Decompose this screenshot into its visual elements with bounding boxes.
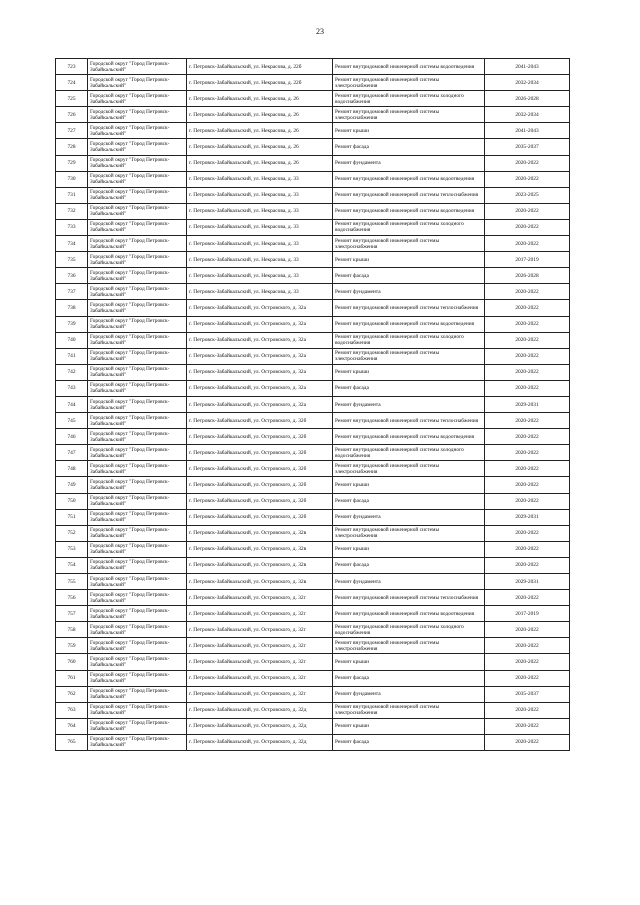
row-number-cell: 762 <box>56 686 88 702</box>
table-row <box>56 123 570 139</box>
row-number-cell: 746 <box>56 429 88 445</box>
period-cell: 2020-2022 <box>485 364 570 380</box>
municipality-cell: Городской округ "Город Петровск-Забайкальский" <box>88 622 187 638</box>
period-cell: 2020-2022 <box>485 541 570 557</box>
municipality-cell: Городской округ "Город Петровск-Забайкальский" <box>88 734 187 750</box>
address-cell: г. Петровск-Забайкальский, ул. Островского, д. 32а <box>187 380 333 396</box>
period-cell: 2041-2043 <box>485 123 570 139</box>
row-number-cell: 744 <box>56 396 88 412</box>
row-number-cell: 738 <box>56 300 88 316</box>
table-row <box>56 396 570 412</box>
row-number-cell: 740 <box>56 332 88 348</box>
table-row <box>56 187 570 203</box>
work-type-cell: Ремонт внутридомовой инженерной системы холодного водоснабжения <box>333 445 485 461</box>
row-number-cell: 765 <box>56 734 88 750</box>
municipality-cell: Городской округ "Город Петровск-Забайкальский" <box>88 702 187 718</box>
table-row <box>56 75 570 91</box>
row-number-cell: 741 <box>56 348 88 364</box>
table-row <box>56 332 570 348</box>
table-row <box>56 622 570 638</box>
period-cell: 2020-2022 <box>485 477 570 493</box>
period-cell: 2020-2022 <box>485 718 570 734</box>
table-row <box>56 509 570 525</box>
work-type-cell: Ремонт фундамента <box>333 574 485 590</box>
period-cell: 2029-2031 <box>485 574 570 590</box>
address-cell: г. Петровск-Забайкальский, ул. Островского, д. 32б <box>187 461 333 477</box>
municipality-cell: Городской округ "Город Петровск-Забайкальский" <box>88 268 187 284</box>
address-cell: г. Петровск-Забайкальский, ул. Некрасова, д. 22б <box>187 75 333 91</box>
municipality-cell: Городской округ "Город Петровск-Забайкальский" <box>88 123 187 139</box>
work-type-cell: Ремонт крыши <box>333 654 485 670</box>
address-cell: г. Петровск-Забайкальский, ул. Некрасова, д. 33 <box>187 203 333 219</box>
municipality-cell: Городской округ "Город Петровск-Забайкальский" <box>88 332 187 348</box>
period-cell: 2026-2028 <box>485 268 570 284</box>
work-type-cell: Ремонт внутридомовой инженерной системы холодного водоснабжения <box>333 219 485 235</box>
row-number-cell: 752 <box>56 525 88 541</box>
address-cell: г. Петровск-Забайкальский, ул. Некрасова, д. 26 <box>187 123 333 139</box>
address-cell: г. Петровск-Забайкальский, ул. Некрасова, д. 26 <box>187 107 333 123</box>
municipality-cell: Городской округ "Город Петровск-Забайкальский" <box>88 187 187 203</box>
address-cell: г. Петровск-Забайкальский, ул. Островского, д. 32г <box>187 606 333 622</box>
row-number-cell: 758 <box>56 622 88 638</box>
table-row <box>56 445 570 461</box>
period-cell: 2020-2022 <box>485 590 570 606</box>
municipality-cell: Городской округ "Город Петровск-Забайкальский" <box>88 574 187 590</box>
address-cell: г. Петровск-Забайкальский, ул. Некрасова, д. 33 <box>187 187 333 203</box>
address-cell: г. Петровск-Забайкальский, ул. Островского, д. 32б <box>187 429 333 445</box>
period-cell: 2029-2031 <box>485 396 570 412</box>
address-cell: г. Петровск-Забайкальский, ул. Островского, д. 32б <box>187 445 333 461</box>
period-cell: 2020-2022 <box>485 461 570 477</box>
municipality-cell: Городской округ "Город Петровск-Забайкальский" <box>88 252 187 268</box>
address-cell: г. Петровск-Забайкальский, ул. Островского, д. 32г <box>187 638 333 654</box>
municipality-cell: Городской округ "Город Петровск-Забайкальский" <box>88 300 187 316</box>
municipality-cell: Городской округ "Город Петровск-Забайкальский" <box>88 413 187 429</box>
municipality-cell: Городской округ "Город Петровск-Забайкальский" <box>88 493 187 509</box>
row-number-cell: 734 <box>56 236 88 252</box>
row-number-cell: 730 <box>56 171 88 187</box>
work-type-cell: Ремонт внутридомовой инженерной системы холодного водоснабжения <box>333 332 485 348</box>
work-type-cell: Ремонт внутридомовой инженерной системы теплоснабжения <box>333 300 485 316</box>
work-type-cell: Ремонт внутридомовой инженерной системы теплоснабжения <box>333 413 485 429</box>
row-number-cell: 727 <box>56 123 88 139</box>
municipality-cell: Городской округ "Город Петровск-Забайкальский" <box>88 75 187 91</box>
address-cell: г. Петровск-Забайкальский, ул. Некрасова, д. 33 <box>187 268 333 284</box>
address-cell: г. Петровск-Забайкальский, ул. Некрасова, д. 33 <box>187 252 333 268</box>
municipality-cell: Городской округ "Город Петровск-Забайкальский" <box>88 316 187 332</box>
table-row <box>56 155 570 171</box>
municipality-cell: Городской округ "Город Петровск-Забайкальский" <box>88 606 187 622</box>
table-row <box>56 638 570 654</box>
table-row <box>56 171 570 187</box>
table-row <box>56 734 570 750</box>
row-number-cell: 729 <box>56 155 88 171</box>
row-number-cell: 764 <box>56 718 88 734</box>
table-row <box>56 541 570 557</box>
work-type-cell: Ремонт внутридомовой инженерной системы водоотведения <box>333 606 485 622</box>
work-type-cell: Ремонт внутридомовой инженерной системы электроснабжения <box>333 525 485 541</box>
row-number-cell: 757 <box>56 606 88 622</box>
address-cell: г. Петровск-Забайкальский, ул. Островского, д. 32в <box>187 525 333 541</box>
period-cell: 2035-2037 <box>485 686 570 702</box>
address-cell: г. Петровск-Забайкальский, ул. Островского, д. 32б <box>187 477 333 493</box>
work-type-cell: Ремонт крыши <box>333 718 485 734</box>
work-type-cell: Ремонт внутридомовой инженерной системы холодного водоснабжения <box>333 91 485 107</box>
address-cell: г. Петровск-Забайкальский, ул. Островского, д. 32г <box>187 622 333 638</box>
table-row <box>56 236 570 252</box>
row-number-cell: 735 <box>56 252 88 268</box>
municipality-cell: Городской округ "Город Петровск-Забайкальский" <box>88 107 187 123</box>
period-cell: 2020-2022 <box>485 236 570 252</box>
period-cell: 2020-2022 <box>485 413 570 429</box>
row-number-cell: 763 <box>56 702 88 718</box>
address-cell: г. Петровск-Забайкальский, ул. Островского, д. 32в <box>187 541 333 557</box>
period-cell: 2020-2022 <box>485 654 570 670</box>
municipality-cell: Городской округ "Город Петровск-Забайкальский" <box>88 59 187 75</box>
row-number-cell: 737 <box>56 284 88 300</box>
work-type-cell: Ремонт крыши <box>333 364 485 380</box>
table-row <box>56 300 570 316</box>
period-cell: 2029-2031 <box>485 509 570 525</box>
row-number-cell: 754 <box>56 557 88 573</box>
work-type-cell: Ремонт внутридомовой инженерной системы водоотведения <box>333 203 485 219</box>
address-cell: г. Петровск-Забайкальский, ул. Островского, д. 32г <box>187 654 333 670</box>
municipality-cell: Городской округ "Город Петровск-Забайкальский" <box>88 348 187 364</box>
municipality-cell: Городской округ "Город Петровск-Забайкальский" <box>88 461 187 477</box>
work-type-cell: Ремонт внутридомовой инженерной системы электроснабжения <box>333 75 485 91</box>
row-number-cell: 748 <box>56 461 88 477</box>
table-row <box>56 718 570 734</box>
period-cell: 2035-2037 <box>485 139 570 155</box>
work-type-cell: Ремонт фасада <box>333 734 485 750</box>
address-cell: г. Петровск-Забайкальский, ул. Некрасова, д. 22б <box>187 59 333 75</box>
page-number: 23 <box>316 27 324 36</box>
work-type-cell: Ремонт фасада <box>333 380 485 396</box>
work-type-cell: Ремонт внутридомовой инженерной системы электроснабжения <box>333 236 485 252</box>
row-number-cell: 759 <box>56 638 88 654</box>
period-cell: 2020-2022 <box>485 734 570 750</box>
registry-table <box>55 58 570 751</box>
municipality-cell: Городской округ "Город Петровск-Забайкальский" <box>88 203 187 219</box>
row-number-cell: 756 <box>56 590 88 606</box>
work-type-cell: Ремонт фундамента <box>333 686 485 702</box>
row-number-cell: 723 <box>56 59 88 75</box>
address-cell: г. Петровск-Забайкальский, ул. Островского, д. 32в <box>187 574 333 590</box>
address-cell: г. Петровск-Забайкальский, ул. Островского, д. 32д <box>187 734 333 750</box>
address-cell: г. Петровск-Забайкальский, ул. Островского, д. 32а <box>187 396 333 412</box>
row-number-cell: 726 <box>56 107 88 123</box>
municipality-cell: Городской округ "Город Петровск-Забайкальский" <box>88 155 187 171</box>
table-row <box>56 525 570 541</box>
period-cell: 2020-2022 <box>485 380 570 396</box>
municipality-cell: Городской округ "Город Петровск-Забайкальский" <box>88 445 187 461</box>
period-cell: 2020-2022 <box>485 702 570 718</box>
row-number-cell: 745 <box>56 413 88 429</box>
address-cell: г. Петровск-Забайкальский, ул. Островского, д. 32а <box>187 364 333 380</box>
municipality-cell: Городской округ "Город Петровск-Забайкальский" <box>88 171 187 187</box>
row-number-cell: 749 <box>56 477 88 493</box>
table-row <box>56 493 570 509</box>
address-cell: г. Петровск-Забайкальский, ул. Островского, д. 32а <box>187 316 333 332</box>
municipality-cell: Городской округ "Город Петровск-Забайкальский" <box>88 364 187 380</box>
row-number-cell: 755 <box>56 574 88 590</box>
address-cell: г. Петровск-Забайкальский, ул. Островского, д. 32г <box>187 590 333 606</box>
period-cell: 2026-2028 <box>485 91 570 107</box>
row-number-cell: 736 <box>56 268 88 284</box>
municipality-cell: Городской округ "Город Петровск-Забайкальский" <box>88 236 187 252</box>
municipality-cell: Городской округ "Город Петровск-Забайкальский" <box>88 541 187 557</box>
table-row <box>56 686 570 702</box>
work-type-cell: Ремонт фундамента <box>333 396 485 412</box>
address-cell: г. Петровск-Забайкальский, ул. Некрасова, д. 26 <box>187 139 333 155</box>
table-row <box>56 380 570 396</box>
period-cell: 2020-2022 <box>485 348 570 364</box>
table-row <box>56 557 570 573</box>
table-row <box>56 348 570 364</box>
row-number-cell: 725 <box>56 91 88 107</box>
table-row <box>56 139 570 155</box>
address-cell: г. Петровск-Забайкальский, ул. Островского, д. 32г <box>187 670 333 686</box>
work-type-cell: Ремонт крыши <box>333 252 485 268</box>
row-number-cell: 751 <box>56 509 88 525</box>
address-cell: г. Петровск-Забайкальский, ул. Некрасова, д. 33 <box>187 171 333 187</box>
table-row <box>56 702 570 718</box>
row-number-cell: 742 <box>56 364 88 380</box>
work-type-cell: Ремонт внутридомовой инженерной системы электроснабжения <box>333 702 485 718</box>
period-cell: 2020-2022 <box>485 155 570 171</box>
table-row <box>56 654 570 670</box>
row-number-cell: 743 <box>56 380 88 396</box>
row-number-cell: 733 <box>56 219 88 235</box>
table-row <box>56 284 570 300</box>
work-type-cell: Ремонт фундамента <box>333 509 485 525</box>
row-number-cell: 739 <box>56 316 88 332</box>
work-type-cell: Ремонт крыши <box>333 477 485 493</box>
address-cell: г. Петровск-Забайкальский, ул. Островского, д. 32б <box>187 493 333 509</box>
work-type-cell: Ремонт внутридомовой инженерной системы водоотведения <box>333 429 485 445</box>
table-row <box>56 364 570 380</box>
work-type-cell: Ремонт крыши <box>333 123 485 139</box>
municipality-cell: Городской округ "Город Петровск-Забайкальский" <box>88 91 187 107</box>
address-cell: г. Петровск-Забайкальский, ул. Некрасова, д. 26 <box>187 91 333 107</box>
work-type-cell: Ремонт фасада <box>333 493 485 509</box>
period-cell: 2041-2043 <box>485 59 570 75</box>
work-type-cell: Ремонт внутридомовой инженерной системы электроснабжения <box>333 461 485 477</box>
table-row <box>56 413 570 429</box>
period-cell: 2020-2022 <box>485 557 570 573</box>
period-cell: 2020-2022 <box>485 219 570 235</box>
work-type-cell: Ремонт внутридомовой инженерной системы холодного водоснабжения <box>333 622 485 638</box>
address-cell: г. Петровск-Забайкальский, ул. Островского, д. 32в <box>187 557 333 573</box>
period-cell: 2017-2019 <box>485 252 570 268</box>
municipality-cell: Городской округ "Город Петровск-Забайкальский" <box>88 509 187 525</box>
work-type-cell: Ремонт внутридомовой инженерной системы теплоснабжения <box>333 590 485 606</box>
work-type-cell: Ремонт внутридомовой инженерной системы теплоснабжения <box>333 187 485 203</box>
municipality-cell: Городской округ "Город Петровск-Забайкальский" <box>88 718 187 734</box>
address-cell: г. Петровск-Забайкальский, ул. Некрасова, д. 26 <box>187 155 333 171</box>
table-row <box>56 477 570 493</box>
address-cell: г. Петровск-Забайкальский, ул. Островского, д. 32а <box>187 300 333 316</box>
row-number-cell: 728 <box>56 139 88 155</box>
address-cell: г. Петровск-Забайкальский, ул. Островского, д. 32д <box>187 718 333 734</box>
work-type-cell: Ремонт внутридомовой инженерной системы водоотведения <box>333 316 485 332</box>
municipality-cell: Городской округ "Город Петровск-Забайкальский" <box>88 557 187 573</box>
address-cell: г. Петровск-Забайкальский, ул. Островского, д. 32д <box>187 702 333 718</box>
work-type-cell: Ремонт фасада <box>333 557 485 573</box>
municipality-cell: Городской округ "Город Петровск-Забайкальский" <box>88 638 187 654</box>
work-type-cell: Ремонт фундамента <box>333 155 485 171</box>
period-cell: 2032-2034 <box>485 107 570 123</box>
period-cell: 2020-2022 <box>485 316 570 332</box>
work-type-cell: Ремонт внутридомовой инженерной системы водоотведения <box>333 59 485 75</box>
address-cell: г. Петровск-Забайкальский, ул. Некрасова, д. 33 <box>187 219 333 235</box>
period-cell: 2020-2022 <box>485 332 570 348</box>
registry-table-body <box>56 59 570 751</box>
table-row <box>56 268 570 284</box>
table-row <box>56 429 570 445</box>
municipality-cell: Городской округ "Город Петровск-Забайкальский" <box>88 284 187 300</box>
address-cell: г. Петровск-Забайкальский, ул. Островского, д. 32а <box>187 348 333 364</box>
period-cell: 2020-2022 <box>485 670 570 686</box>
table-row <box>56 203 570 219</box>
period-cell: 2020-2022 <box>485 203 570 219</box>
period-cell: 2020-2022 <box>485 171 570 187</box>
work-type-cell: Ремонт крыши <box>333 541 485 557</box>
row-number-cell: 747 <box>56 445 88 461</box>
address-cell: г. Петровск-Забайкальский, ул. Островского, д. 32б <box>187 413 333 429</box>
work-type-cell: Ремонт внутридомовой инженерной системы электроснабжения <box>333 638 485 654</box>
period-cell: 2020-2022 <box>485 429 570 445</box>
period-cell: 2020-2022 <box>485 525 570 541</box>
period-cell: 2020-2022 <box>485 445 570 461</box>
work-type-cell: Ремонт фасада <box>333 268 485 284</box>
municipality-cell: Городской округ "Город Петровск-Забайкальский" <box>88 477 187 493</box>
municipality-cell: Городской округ "Город Петровск-Забайкальский" <box>88 380 187 396</box>
work-type-cell: Ремонт внутридомовой инженерной системы электроснабжения <box>333 107 485 123</box>
table-row <box>56 252 570 268</box>
table-row <box>56 316 570 332</box>
period-cell: 2017-2019 <box>485 606 570 622</box>
table-row <box>56 606 570 622</box>
municipality-cell: Городской округ "Город Петровск-Забайкальский" <box>88 686 187 702</box>
work-type-cell: Ремонт фасада <box>333 670 485 686</box>
municipality-cell: Городской округ "Город Петровск-Забайкальский" <box>88 139 187 155</box>
row-number-cell: 760 <box>56 654 88 670</box>
address-cell: г. Петровск-Забайкальский, ул. Островского, д. 32б <box>187 509 333 525</box>
period-cell: 2020-2022 <box>485 493 570 509</box>
municipality-cell: Городской округ "Город Петровск-Забайкальский" <box>88 219 187 235</box>
work-type-cell: Ремонт фасада <box>333 139 485 155</box>
table-row <box>56 461 570 477</box>
period-cell: 2020-2022 <box>485 622 570 638</box>
table-row <box>56 670 570 686</box>
period-cell: 2023-2025 <box>485 187 570 203</box>
row-number-cell: 731 <box>56 187 88 203</box>
table-row <box>56 59 570 75</box>
table-row <box>56 107 570 123</box>
row-number-cell: 732 <box>56 203 88 219</box>
row-number-cell: 761 <box>56 670 88 686</box>
period-cell: 2020-2022 <box>485 300 570 316</box>
address-cell: г. Петровск-Забайкальский, ул. Некрасова, д. 33 <box>187 236 333 252</box>
municipality-cell: Городской округ "Город Петровск-Забайкальский" <box>88 670 187 686</box>
table-row <box>56 590 570 606</box>
row-number-cell: 750 <box>56 493 88 509</box>
table-row <box>56 91 570 107</box>
municipality-cell: Городской округ "Город Петровск-Забайкальский" <box>88 654 187 670</box>
address-cell: г. Петровск-Забайкальский, ул. Островского, д. 32г <box>187 686 333 702</box>
row-number-cell: 753 <box>56 541 88 557</box>
work-type-cell: Ремонт фундамента <box>333 284 485 300</box>
period-cell: 2020-2022 <box>485 638 570 654</box>
municipality-cell: Городской округ "Город Петровск-Забайкальский" <box>88 429 187 445</box>
municipality-cell: Городской округ "Город Петровск-Забайкальский" <box>88 590 187 606</box>
municipality-cell: Городской округ "Город Петровск-Забайкальский" <box>88 396 187 412</box>
table-row <box>56 574 570 590</box>
work-type-cell: Ремонт внутридомовой инженерной системы электроснабжения <box>333 348 485 364</box>
period-cell: 2020-2022 <box>485 284 570 300</box>
period-cell: 2032-2034 <box>485 75 570 91</box>
municipality-cell: Городской округ "Город Петровск-Забайкальский" <box>88 525 187 541</box>
table-row <box>56 219 570 235</box>
address-cell: г. Петровск-Забайкальский, ул. Островского, д. 32а <box>187 332 333 348</box>
row-number-cell: 724 <box>56 75 88 91</box>
address-cell: г. Петровск-Забайкальский, ул. Некрасова, д. 33 <box>187 284 333 300</box>
work-type-cell: Ремонт внутридомовой инженерной системы водоотведения <box>333 171 485 187</box>
